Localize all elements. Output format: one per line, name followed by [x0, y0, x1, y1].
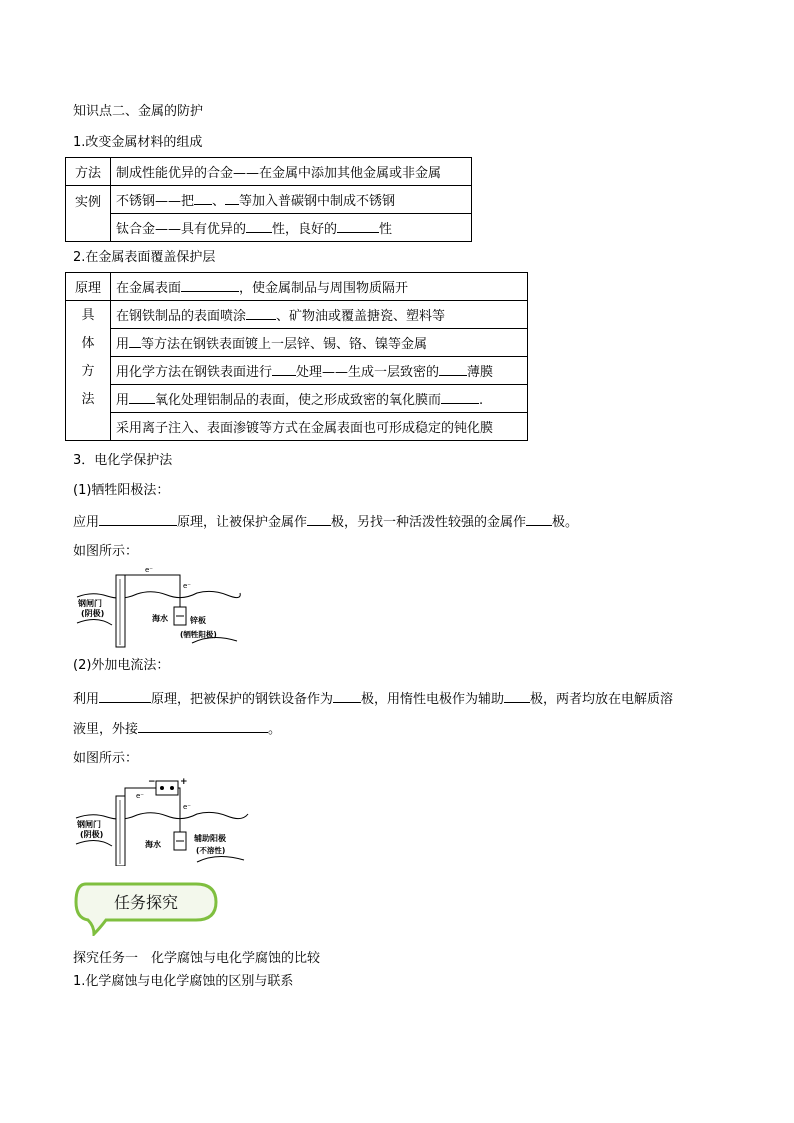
steel-gate	[116, 796, 125, 866]
wire	[125, 575, 180, 607]
minus-sign: −	[148, 777, 156, 787]
gate-cathode-label: (阴极)	[81, 609, 105, 618]
gate-cathode-label: (阴极)	[80, 830, 104, 839]
blank	[272, 362, 296, 376]
plus-sign: +	[180, 777, 188, 787]
impressed-current-diagram	[72, 774, 252, 866]
blank	[99, 689, 151, 703]
electron-label-1: e⁻	[136, 792, 145, 800]
electron-label-2: e⁻	[183, 803, 192, 811]
gate-label: 钢闸门	[77, 820, 101, 829]
method-row-1: 在钢铁制品的表面喷涂 、矿物油或覆盖搪瓷、塑料等	[111, 301, 528, 329]
impressed-current-text-cont: 液里，外接 。	[73, 719, 281, 739]
auxiliary-anode-label: 辅助阳极	[194, 834, 226, 843]
water-surface	[77, 591, 240, 598]
figure-label: 如图所示：	[73, 544, 139, 559]
sacrificial-anode-title: (1)牺牲阳极法：	[73, 483, 170, 498]
principle-text: 在金属表面 ，使金属制品与周围物质隔开	[111, 273, 528, 301]
seawater-label: 海水	[145, 840, 161, 849]
blank	[181, 278, 239, 292]
electron-label-2: e⁻	[183, 582, 192, 590]
blank	[246, 219, 272, 233]
principle-label: 原理	[66, 273, 111, 301]
stainless-row: 不锈钢——把 、 等加入普碳钢中制成不锈钢	[111, 186, 472, 214]
method-row-3: 用化学方法在钢铁表面进行 处理——生成一层致密的 薄膜	[111, 357, 528, 385]
electron-label-1: e⁻	[145, 566, 154, 574]
method-label-vertical: 具 体 方 法	[66, 301, 111, 441]
power-source	[156, 781, 178, 795]
blank	[337, 219, 379, 233]
terminal-positive	[170, 786, 174, 790]
section-title: 知识点二、金属的防护	[73, 104, 204, 119]
seawater-label: 海水	[152, 614, 168, 623]
blank	[246, 306, 276, 320]
impressed-current-title: (2)外加电流法：	[73, 658, 170, 673]
sacrificial-anode-diagram	[72, 563, 242, 648]
blank	[129, 390, 155, 404]
zinc-label: 锌板	[190, 616, 206, 625]
alloy-table	[65, 157, 472, 242]
gate-label: 钢闸门	[78, 599, 102, 608]
task-badge	[72, 882, 220, 936]
blank	[441, 390, 479, 404]
blank	[439, 362, 467, 376]
method-row-4: 用 氧化处理铝制品的表面，使之形成致密的氧化膜而 .	[111, 385, 528, 413]
method-row-5: 采用离子注入、表面渗镀等方式在金属表面也可形成稳定的钝化膜	[111, 413, 528, 441]
blank	[333, 689, 361, 703]
blank	[138, 719, 268, 733]
coating-table	[65, 272, 528, 441]
part1-title: 1.改变金属材料的组成	[73, 135, 203, 150]
blank	[307, 512, 331, 526]
method-text: 制成性能优异的合金——在金属中添加其他金属或非金属	[111, 158, 472, 186]
water-surface	[76, 812, 248, 819]
part3-title: 3．电化学保护法	[73, 453, 173, 468]
blank	[526, 512, 552, 526]
blank	[129, 334, 141, 348]
blank	[504, 689, 530, 703]
titanium-row: 钛合金——具有优异的 性，良好的 性	[111, 214, 472, 242]
example-label: 实例	[66, 186, 111, 242]
part2-title: 2.在金属表面覆盖保护层	[73, 250, 216, 265]
sacrificial-anode-label: (牺牲阳极)	[180, 630, 217, 639]
sacrificial-anode-text: 应用 原理，让被保护金属作 极，另找一种活泼性较强的金属作 极。	[73, 512, 578, 532]
figure-label-2: 如图所示：	[73, 751, 139, 766]
steel-gate	[116, 575, 125, 647]
blank	[99, 512, 177, 526]
method-label: 方法	[66, 158, 111, 186]
task-badge-label: 任务探究	[113, 893, 179, 912]
blank	[225, 191, 239, 205]
method-row-2: 用 等方法在钢铁表面镀上一层锌、锡、铬、镍等金属	[111, 329, 528, 357]
task1-title: 探究任务一 化学腐蚀与电化学腐蚀的比较	[73, 951, 321, 966]
blank	[194, 191, 212, 205]
terminal-negative	[160, 786, 164, 790]
task1-subtitle: 1.化学腐蚀与电化学腐蚀的区别与联系	[73, 974, 294, 989]
insoluble-label: (不溶性)	[196, 846, 226, 855]
impressed-current-text: 利用 原理，把被保护的钢铁设备作为 极，用惰性电极作为辅助 极，两者均放在电解质溶	[73, 689, 673, 709]
